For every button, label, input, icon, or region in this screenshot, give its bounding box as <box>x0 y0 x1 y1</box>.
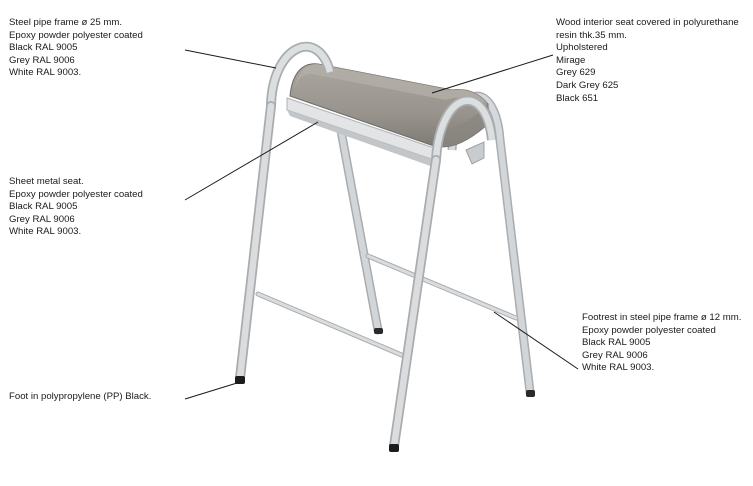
annotation-line: Foot in polypropylene (PP) Black. <box>9 391 152 402</box>
annotation-line: Black RAL 9005 <box>9 201 78 213</box>
leader-line-frame <box>185 50 276 68</box>
foot-cap <box>526 390 535 397</box>
annotation-line: Steel pipe frame ø 25 mm. <box>9 17 123 28</box>
seat-bracket <box>466 142 484 164</box>
annotation-line: Epoxy powder polyester coated <box>9 188 143 200</box>
annotation-line: Wood interior seat covered in polyurethane <box>556 17 739 28</box>
footrest <box>258 256 516 356</box>
annotation-line: Epoxy powder polyester coated <box>9 29 143 41</box>
annotation-line: Grey RAL 9006 <box>9 213 75 225</box>
leader-line-seat <box>432 55 553 93</box>
annotation-line: Epoxy powder polyester coated <box>582 324 716 336</box>
annotation-line: Black RAL 9005 <box>582 337 651 349</box>
annotation-line: Upholstered <box>556 42 608 54</box>
annotation-line: resin thk.35 mm. <box>556 29 627 41</box>
annotation-line: Black RAL 9005 <box>9 42 78 54</box>
annotation-line: Sheet metal seat. <box>9 176 84 187</box>
annotation-line: Black 651 <box>556 92 599 104</box>
foot-cap <box>389 444 399 452</box>
leader-line-sheet-seat <box>185 122 318 200</box>
annotation-line: Grey RAL 9006 <box>9 54 75 66</box>
annotation-line: White RAL 9003. <box>9 67 82 79</box>
annotation-line: Grey 629 <box>556 67 596 79</box>
annotation-line: White RAL 9003. <box>582 362 655 374</box>
annotation-line: Mirage <box>556 54 586 66</box>
annotation-line: White RAL 9003. <box>9 226 82 238</box>
annotation-line: Dark Grey 625 <box>556 79 619 91</box>
leader-line-footrest <box>494 312 578 369</box>
annotation-line: Footrest in steel pipe frame ø 12 mm. <box>582 312 742 323</box>
leader-line-foot <box>185 383 237 399</box>
annotation-line: Grey RAL 9006 <box>582 349 648 361</box>
foot-cap <box>374 328 383 334</box>
